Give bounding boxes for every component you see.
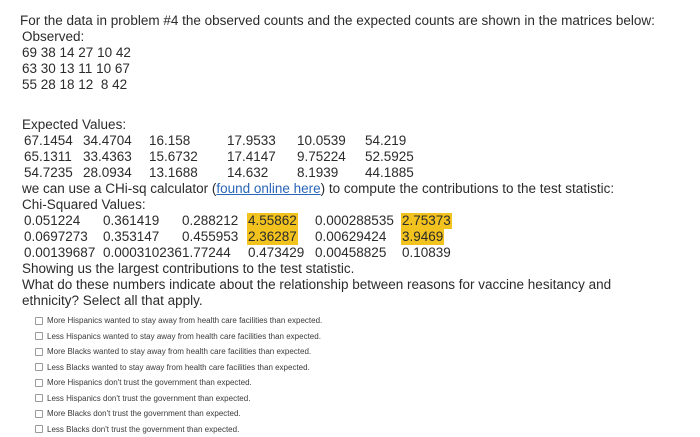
observed-label: Observed: [22, 29, 700, 45]
expected-cell: 9.75224 [296, 149, 347, 165]
checkbox-icon[interactable] [35, 394, 43, 402]
chisq-cell: 0.051224 [23, 213, 81, 229]
expected-cell: 16.158 [148, 133, 191, 149]
option-label: More Blacks don't trust the government than expected. [47, 409, 241, 418]
chisq-cell: 1.77244 [181, 245, 232, 261]
chisq-cell: 0.455953 [181, 229, 239, 245]
expected-cell: 44.1885 [364, 165, 415, 181]
checkbox-icon[interactable] [35, 317, 43, 325]
chisq-cell: 0.473429 [247, 245, 305, 261]
chisq-cell: 0.00458825 [314, 245, 387, 261]
option-label: More Hispanics don't trust the government than expected. [47, 378, 252, 387]
option-item[interactable] [35, 329, 700, 345]
option-item[interactable] [35, 360, 700, 376]
checkbox-icon[interactable] [35, 410, 43, 418]
chisq-row [22, 213, 700, 229]
observed-row: 69 38 14 27 10 42 [22, 45, 700, 61]
expected-cell: 52.5925 [364, 149, 415, 165]
option-item[interactable] [35, 344, 700, 360]
expected-cell: 34.4704 [82, 133, 133, 149]
showing-text: Showing us the largest contributions to the test statistic. [22, 261, 700, 277]
calculator-link[interactable]: found online here [216, 181, 320, 196]
expected-cell: 15.6732 [148, 149, 199, 165]
option-label: Less Hispanics wanted to stay away from health care facilities than expected. [47, 332, 321, 341]
option-label: Less Hispanics don't trust the government than expected. [47, 394, 250, 403]
expected-cell: 65.1311 [23, 149, 73, 165]
question-text: What do these numbers indicate about the relationship between reasons for vaccine hesitancy and ethnicity? Select all that apply. [22, 277, 662, 309]
chisq-cell: 2.75373 [401, 213, 452, 229]
observed-row: 55 28 18 12 8 42 [22, 77, 700, 93]
option-label: More Blacks wanted to stay away from health care facilities than expected. [47, 347, 311, 356]
calc-after: ) to compute the contributions to the test statistic: [321, 181, 614, 196]
intro-text: For the data in problem #4 the observed counts and the expected counts are shown in the matrices below: [20, 13, 700, 29]
calc-before: we can use a CHi-sq calculator ( [22, 181, 216, 196]
chisq-cell: 0.0697273 [23, 229, 89, 245]
expected-cell: 54.7235 [23, 165, 74, 181]
option-item[interactable] [35, 313, 700, 329]
expected-row [22, 133, 700, 149]
expected-row [22, 165, 700, 181]
option-item[interactable] [35, 406, 700, 422]
expected-cell: 67.1454 [23, 133, 74, 149]
chisq-row [22, 229, 700, 245]
calculator-text [22, 181, 700, 197]
expected-cell: 10.0539 [296, 133, 347, 149]
chisq-row [22, 245, 700, 261]
chisq-section [22, 197, 700, 261]
option-label: More Hispanics wanted to stay away from health care facilities than expected. [47, 316, 322, 325]
observed-section [22, 29, 700, 93]
checkbox-icon[interactable] [35, 363, 43, 371]
expected-cell: 17.4147 [226, 149, 277, 165]
expected-label: Expected Values: [22, 117, 700, 133]
checkbox-icon[interactable] [35, 379, 43, 387]
chisq-cell: 0.10839 [401, 245, 452, 261]
expected-section [22, 117, 700, 181]
chisq-cell: 0.00629424 [314, 229, 387, 245]
option-item[interactable] [35, 422, 700, 437]
chisq-cell: 3.9469 [401, 229, 444, 245]
chisq-cell: 2.36287 [247, 229, 298, 245]
expected-cell: 28.0934 [82, 165, 133, 181]
chisq-cell: 0.353147 [102, 229, 160, 245]
expected-cell: 8.1939 [296, 165, 339, 181]
chisq-cell: 0.000288535 [314, 213, 395, 229]
expected-cell: 54.219 [364, 133, 407, 149]
checkbox-icon[interactable] [35, 332, 43, 340]
options-list [35, 313, 700, 437]
expected-row [22, 149, 700, 165]
chisq-cell: 0.361419 [102, 213, 160, 229]
chisq-cell: 4.55862 [247, 213, 298, 229]
chisq-cell: 0.00139687 [23, 245, 96, 261]
option-label: Less Blacks don't trust the government than expected. [47, 425, 239, 434]
expected-cell: 14.632 [226, 165, 269, 181]
expected-grid [22, 133, 700, 181]
expected-cell: 17.9533 [226, 133, 277, 149]
chisq-grid [22, 213, 700, 261]
chisq-cell: 0.288212 [181, 213, 239, 229]
checkbox-icon[interactable] [35, 425, 43, 433]
chisq-cell: 0.000310236 [102, 245, 183, 261]
option-label: Less Blacks wanted to stay away from health care facilities than expected. [47, 363, 310, 372]
chisq-label: Chi-Squared Values: [22, 197, 700, 213]
option-item[interactable] [35, 391, 700, 407]
observed-row: 63 30 13 11 10 67 [22, 61, 700, 77]
expected-cell: 33.4363 [82, 149, 133, 165]
option-item[interactable] [35, 375, 700, 391]
checkbox-icon[interactable] [35, 348, 43, 356]
expected-cell: 13.1688 [148, 165, 199, 181]
